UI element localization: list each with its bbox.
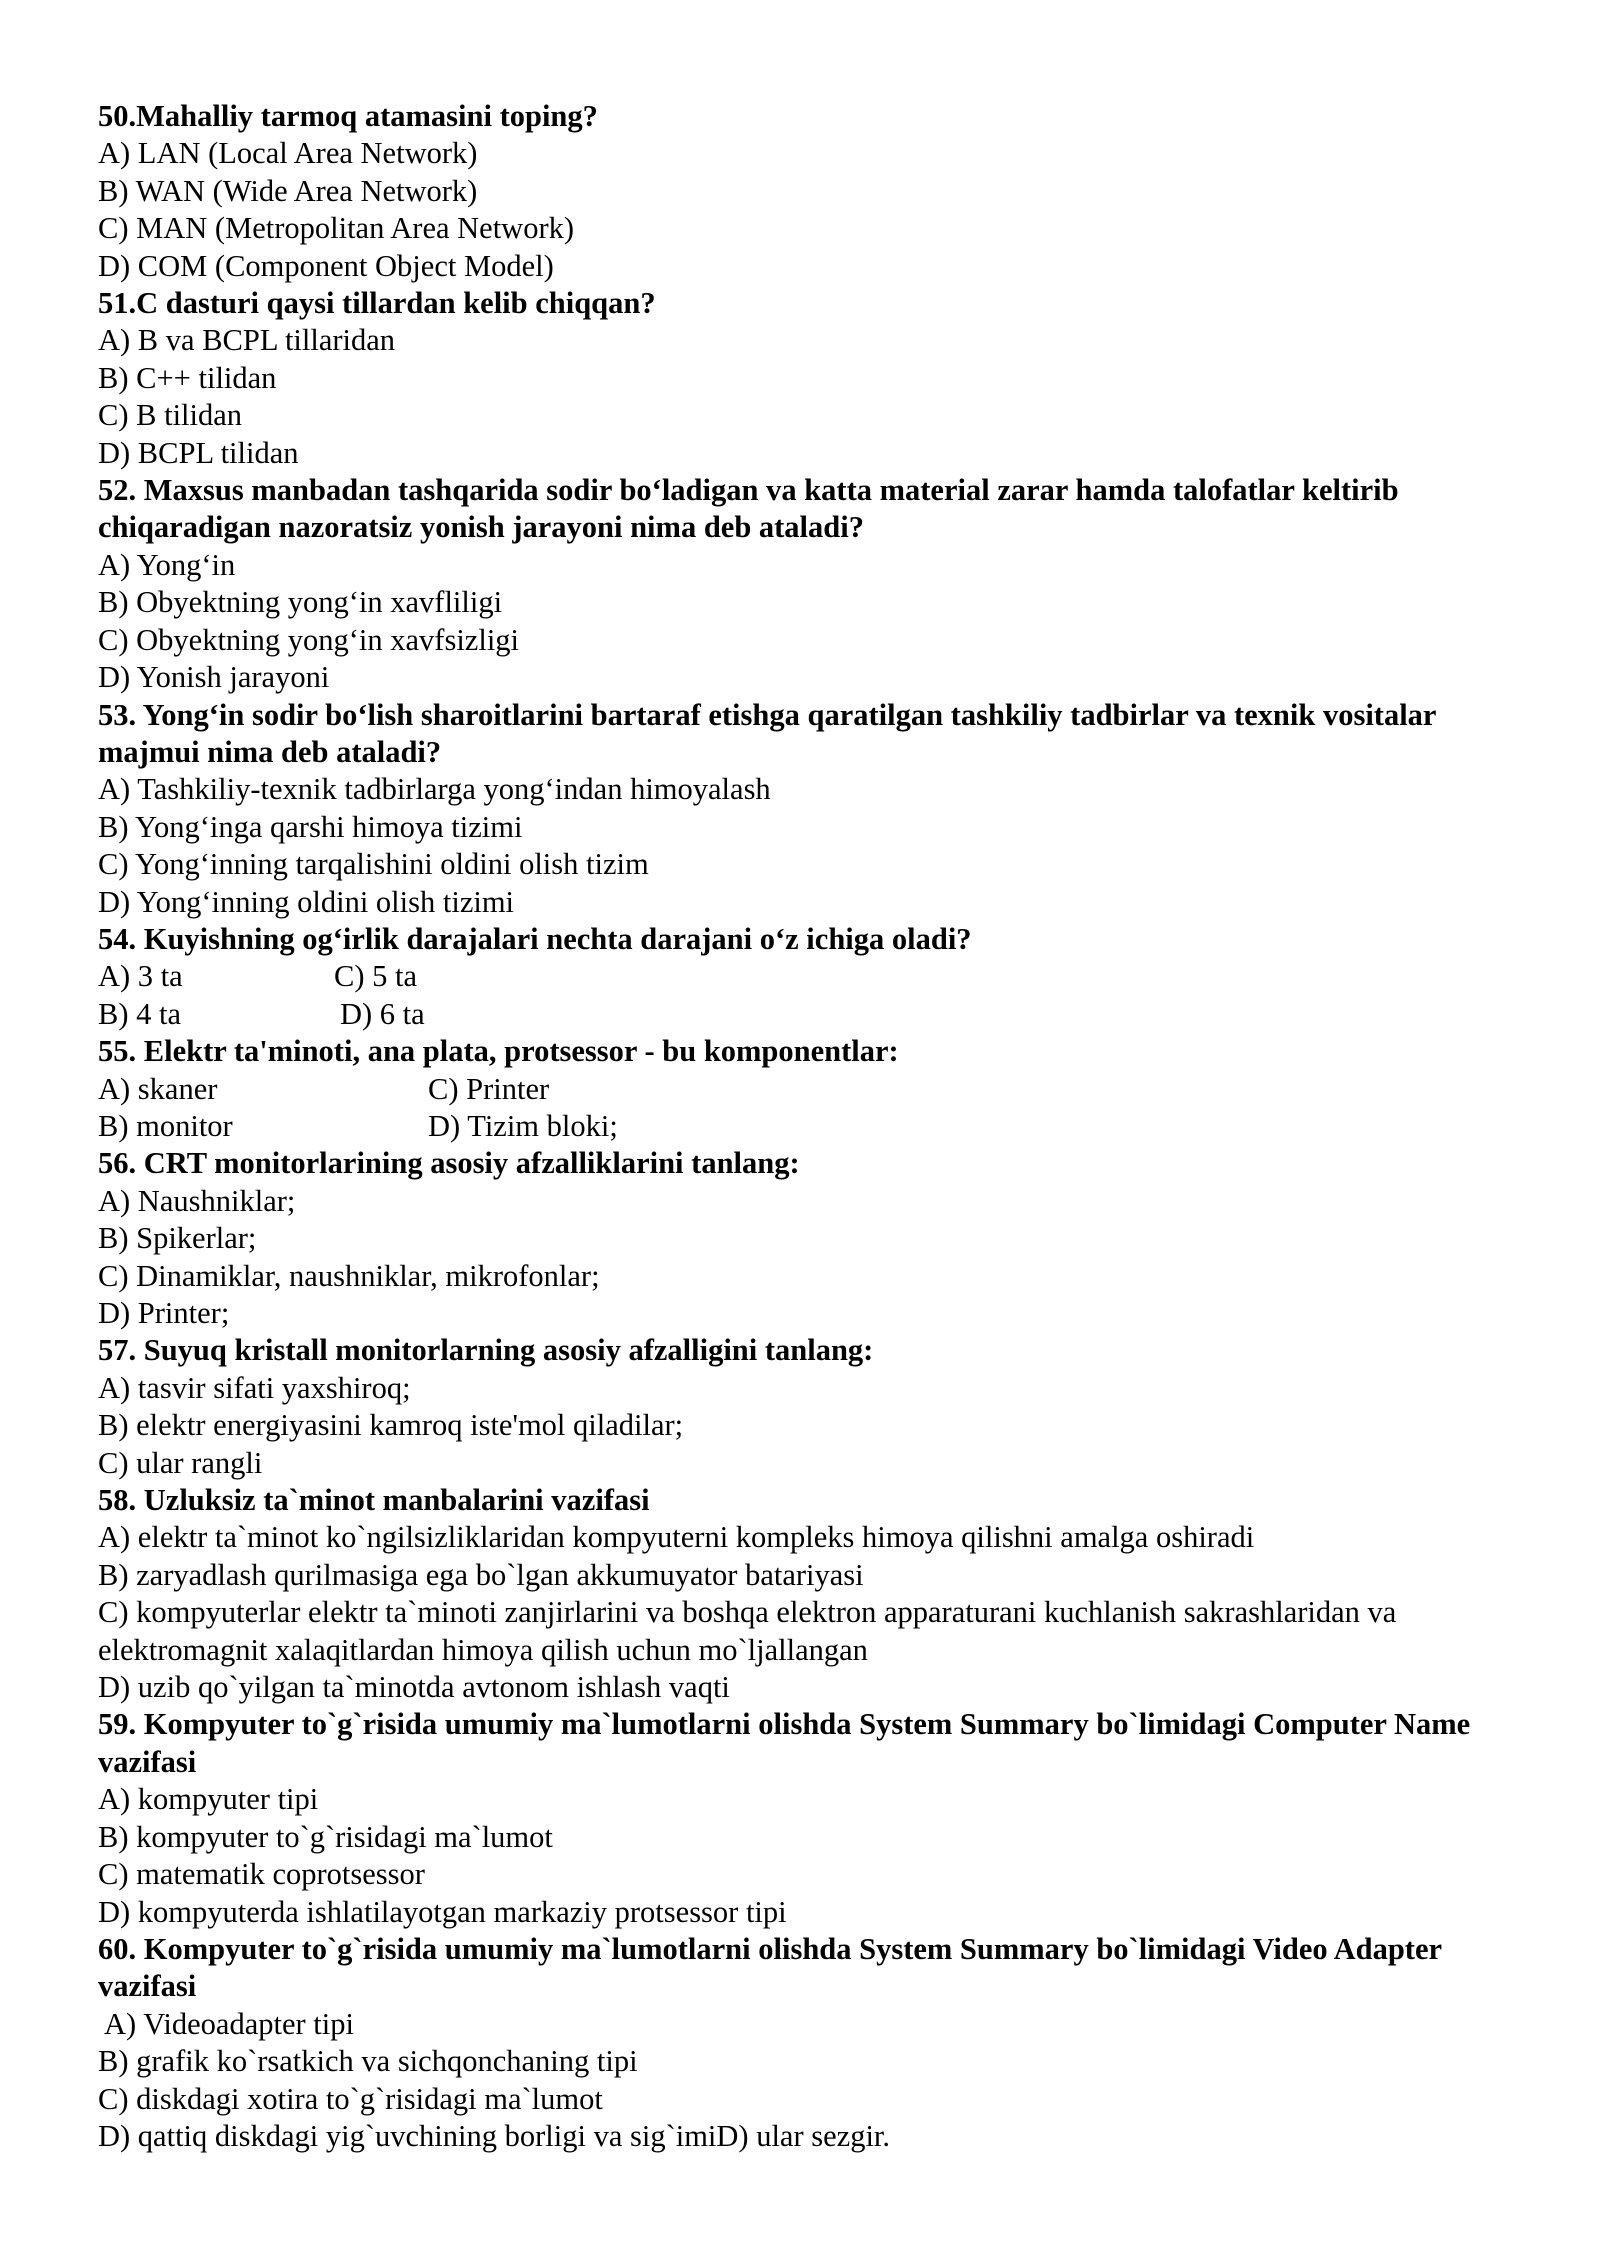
question-text: 57. Suyuq kristall monitorlarning asosiy afzalligini tanlang: [98, 1333, 874, 1368]
question-59 [98, 1706, 1518, 1930]
document-page [98, 98, 1518, 2155]
answer-option: D) COM (Component Object Model) [98, 248, 554, 283]
answer-option: B) zaryadlash qurilmasiga ega bo`lgan akkumuyator batariyasi [98, 1557, 864, 1592]
question-text: 51.C dasturi qaysi tillardan kelib chiqqan? [98, 286, 656, 321]
answer-option: C) B tilidan [98, 398, 243, 433]
answer-option: C) Yong‘inning tarqalishini oldini olish tizim [98, 847, 649, 882]
answer-option: C) ular rangli [98, 1445, 263, 1480]
answer-option: A) skaner [98, 1071, 218, 1106]
answer-option: B) C++ tilidan [98, 360, 277, 395]
answer-option: B) Obyektning yong‘in xavfliligi [98, 585, 503, 620]
answer-option: C) MAN (Metropolitan Area Network) [98, 211, 575, 246]
answer-option: B) 4 ta [98, 996, 182, 1031]
question-text: 55. Elektr ta'minoti, ana plata, protsessor - bu komponentlar: [98, 1034, 899, 1069]
answer-option: D) kompyuterda ishlatilayotgan markaziy protsessor tipi [98, 1894, 787, 1929]
answer-option: C) Obyektning yong‘in xavfsizligi [98, 622, 520, 657]
answer-option: A) elektr ta`minot ko`ngilsizliklaridan kompyuterni kompleks himoya qilishni amalga oshiradi [98, 1520, 1255, 1555]
question-52 [98, 472, 1518, 696]
answer-option: D) qattiq diskdagi yig`uvchining borligi va sig`imiD) ular sezgir. [98, 2118, 891, 2153]
question-text: 52. Maxsus manbadan tashqarida sodir bo‘ladigan va katta material zarar hamda talofatlar keltirib chiqaradigan nazoratsiz yonish jarayoni nima deb ataladi? [98, 473, 1399, 545]
answer-option: B) Spikerlar; [98, 1221, 257, 1256]
answer-option: B) Yong‘inga qarshi himoya tizimi [98, 809, 523, 844]
answer-option: A) Tashkiliy-texnik tadbirlarga yong‘indan himoyalash [98, 772, 771, 807]
question-text: 59. Kompyuter to`g`risida umumiy ma`lumotlarni olishda System Summary bo`limidagi Computer Name vazifasi [98, 1707, 1471, 1779]
answer-option: C) Printer [428, 1071, 550, 1106]
question-60 [98, 1931, 1518, 2155]
answer-option: D) Tizim bloki; [428, 1108, 618, 1143]
answer-row [98, 958, 1518, 995]
answer-option: B) monitor [98, 1108, 233, 1143]
answer-row [98, 1108, 1518, 1145]
answer-option: C) kompyuterlar elektr ta`minoti zanjirlarini va boshqa elektron apparaturani kuchlanish sakrashlaridan va elektromagnit xalaqitlardan himoya qilish uchun mo`ljallangan [98, 1595, 1397, 1667]
answer-option: D) Printer; [98, 1296, 230, 1330]
answer-option: D) 6 ta [340, 996, 425, 1031]
question-text: 60. Kompyuter to`g`risida umumiy ma`lumotlarni olishda System Summary bo`limidagi Video Adapter vazifasi [98, 1931, 1442, 2004]
question-58 [98, 1482, 1518, 1706]
answer-option: D) BCPL tilidan [98, 435, 299, 470]
answer-option: C) Dinamiklar, naushniklar, mikrofonlar; [98, 1258, 600, 1293]
question-51 [98, 285, 1518, 472]
question-text: 58. Uzluksiz ta`minot manbalarini vazifasi [98, 1483, 650, 1518]
question-text: 56. CRT monitorlarining asosiy afzalliklarini tanlang: [98, 1146, 800, 1181]
answer-option: A) Videoadapter tipi [98, 2006, 354, 2041]
answer-option: A) 3 ta [98, 959, 183, 994]
answer-option: A) kompyuter tipi [98, 1782, 319, 1817]
answer-row [98, 996, 1518, 1033]
question-55 [98, 1033, 1518, 1145]
question-53 [98, 697, 1518, 921]
answer-option: A) Naushniklar; [98, 1183, 296, 1218]
answer-option: D) Yong‘inning oldini olish tizimi [98, 884, 515, 919]
question-50 [98, 98, 1518, 285]
answer-option: A) B va BCPL tillaridan [98, 323, 396, 358]
answer-option: A) LAN (Local Area Network) [98, 136, 478, 171]
answer-option: D) Yonish jarayoni [98, 660, 330, 695]
answer-option: B) WAN (Wide Area Network) [98, 173, 478, 208]
question-text: 50.Mahalliy tarmoq atamasini toping? [98, 99, 598, 133]
answer-option: B) grafik ko`rsatkich va sichqonchaning tipi [98, 2044, 638, 2079]
answer-option: B) elektr energiyasini kamroq iste'mol qiladilar; [98, 1408, 684, 1443]
answer-option: D) uzib qo`yilgan ta`minotda avtonom ishlash vaqti [98, 1670, 730, 1705]
question-text: 54. Kuyishning og‘irlik darajalari nechta darajani o‘z ichiga oladi? [98, 921, 972, 956]
question-54 [98, 921, 1518, 1033]
answer-option: A) tasvir sifati yaxshiroq; [98, 1370, 411, 1405]
answer-option: C) 5 ta [334, 959, 418, 994]
answer-option: C) diskdagi xotira to`g`risidagi ma`lumot [98, 2081, 603, 2116]
answer-option: B) kompyuter to`g`risidagi ma`lumot [98, 1819, 553, 1854]
question-56 [98, 1145, 1518, 1332]
answer-row [98, 1071, 1518, 1108]
answer-option: A) Yong‘in [98, 547, 236, 582]
answer-option: C) matematik coprotsessor [98, 1857, 425, 1892]
question-57 [98, 1332, 1518, 1482]
question-text: 53. Yong‘in sodir bo‘lish sharoitlarini bartaraf etishga qaratilgan tashkiliy tadbirlar va texnik vositalar majmui nima deb ataladi? [98, 697, 1436, 769]
